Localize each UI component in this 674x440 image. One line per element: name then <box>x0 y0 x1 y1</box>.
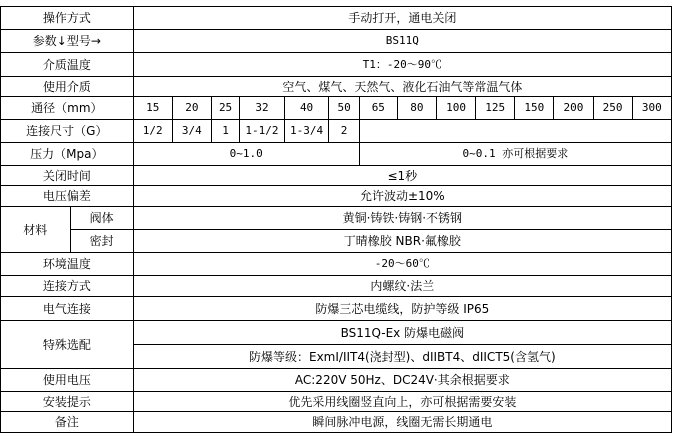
value-pressure-large: 0~0.1 亦可根据要求 <box>359 143 671 166</box>
label-remark: 备注 <box>1 412 134 433</box>
value-medium-temp: T1：-20～90℃ <box>133 53 671 77</box>
row-medium-temp <box>1 53 672 77</box>
value-connection-type: 内螺纹·法兰 <box>133 276 671 297</box>
value-ambient-temp: -20～60℃ <box>133 253 671 276</box>
row-voltage <box>1 369 672 392</box>
diameter-cell: 32 <box>240 97 285 120</box>
value-voltage-deviation: 允许波动±10% <box>133 186 671 207</box>
value-special-1: BS11Q-Ex 防爆电磁阀 <box>133 321 671 345</box>
value-model: BS11Q <box>133 30 671 53</box>
value-remark: 瞬间脉冲电源，线圈无需长期通电 <box>133 412 671 433</box>
label-voltage-deviation: 电压偏差 <box>1 186 134 207</box>
value-electrical: 防爆三芯电缆线，防护等级 IP65 <box>133 297 671 321</box>
connection-size-cell: 2 <box>329 120 359 143</box>
row-connection-size <box>1 120 672 143</box>
spec-table <box>0 6 672 433</box>
diameter-cell: 50 <box>329 97 359 120</box>
value-special-2: 防爆等级：ExmI/IIT4(浇封型)、dIIBT4、dIICT5(含氢气) <box>133 345 671 369</box>
diameter-cell: 200 <box>554 97 593 120</box>
label-medium-temp: 介质温度 <box>1 53 134 77</box>
label-medium: 使用介质 <box>1 77 134 97</box>
label-install: 安装提示 <box>1 392 134 412</box>
row-remark <box>1 412 672 433</box>
connection-size-cell: 1/2 <box>133 120 172 143</box>
label-material-seal: 密封 <box>70 230 133 253</box>
value-close-time: ≤1秒 <box>133 166 671 186</box>
label-voltage: 使用电压 <box>1 369 134 392</box>
label-diameter: 通径（mm） <box>1 97 134 120</box>
label-operation: 操作方式 <box>1 7 134 30</box>
row-ambient-temp <box>1 253 672 276</box>
diameter-cell: 100 <box>436 97 475 120</box>
label-connection-type: 连接方式 <box>1 276 134 297</box>
label-model: 参数↓型号→ <box>1 30 134 53</box>
diameter-cell: 40 <box>284 97 329 120</box>
label-pressure: 压力（Mpa） <box>1 143 134 166</box>
diameter-cell: 125 <box>476 97 515 120</box>
connection-size-cell: 3/4 <box>172 120 211 143</box>
connection-size-cell: 1 <box>211 120 239 143</box>
diameter-cell: 300 <box>632 97 671 120</box>
label-material-body: 阀体 <box>70 207 133 230</box>
label-ambient-temp: 环境温度 <box>1 253 134 276</box>
row-operation <box>1 7 672 30</box>
value-material-seal: 丁晴橡胶 NBR·氟橡胶 <box>133 230 671 253</box>
row-electrical <box>1 297 672 321</box>
row-install <box>1 392 672 412</box>
value-operation: 手动打开，通电关闭 <box>133 7 671 30</box>
row-pressure <box>1 143 672 166</box>
value-material-body: 黄铜·铸铁·铸钢·不锈钢 <box>133 207 671 230</box>
label-connection-size: 连接尺寸（G） <box>1 120 134 143</box>
diameter-cell: 65 <box>359 97 397 120</box>
row-material-seal <box>1 230 672 253</box>
diameter-cell: 15 <box>133 97 172 120</box>
diameter-cell: 150 <box>515 97 554 120</box>
row-diameter <box>1 97 672 120</box>
row-model <box>1 30 672 53</box>
diameter-cell: 80 <box>397 97 436 120</box>
label-material: 材料 <box>1 207 71 253</box>
diameter-cell: 20 <box>172 97 211 120</box>
row-medium <box>1 77 672 97</box>
value-install: 优先采用线圈竖直向上，亦可根据需要安装 <box>133 392 671 412</box>
diameter-cell: 25 <box>211 97 239 120</box>
label-electrical: 电气连接 <box>1 297 134 321</box>
value-voltage: AC:220V 50Hz、DC24V·其余根据要求 <box>133 369 671 392</box>
row-material-body <box>1 207 672 230</box>
value-medium: 空气、煤气、天然气、液化石油气等常温气体 <box>133 77 671 97</box>
row-close-time <box>1 166 672 186</box>
row-connection-type <box>1 276 672 297</box>
diameter-cell: 250 <box>593 97 632 120</box>
row-voltage-deviation <box>1 186 672 207</box>
connection-size-empty <box>359 120 671 143</box>
value-pressure-small: 0~1.0 <box>133 143 359 166</box>
connection-size-cell: 1-1/2 <box>240 120 285 143</box>
row-special-1 <box>1 321 672 345</box>
connection-size-cell: 1-3/4 <box>284 120 329 143</box>
label-close-time: 关闭时间 <box>1 166 134 186</box>
label-special: 特殊选配 <box>1 321 134 369</box>
